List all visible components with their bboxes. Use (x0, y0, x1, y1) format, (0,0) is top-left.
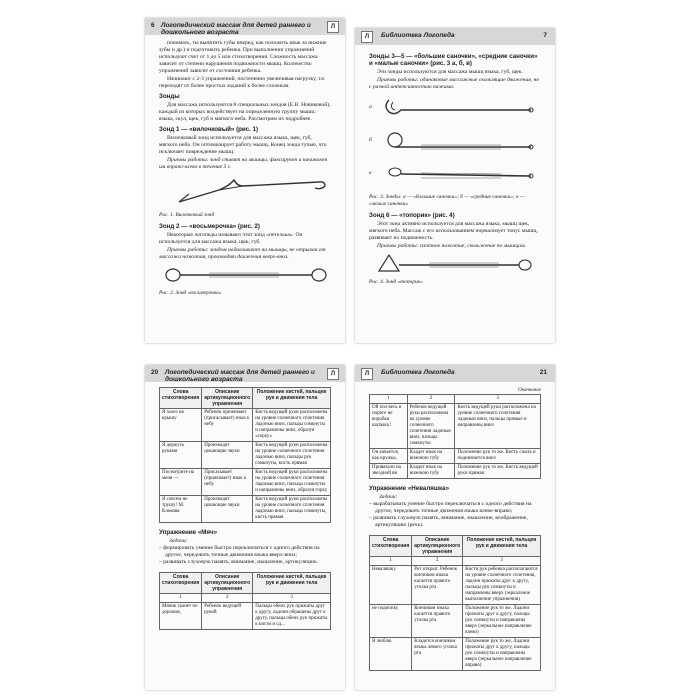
running-title: Логопедический массаж для детей раннего и дошкольного возраста (165, 369, 315, 383)
table-cell: Рот открыт. Ребенок кончиком языка касается правого уголка рта (412, 566, 463, 605)
table-cell: Я залез на крышу (160, 409, 202, 442)
page-header (145, 365, 345, 382)
table-cell: Кисть ведущей руки расположена на уровне солнечного сплетения ладонью вниз, пальцы рук сомкнуты, кисть прямая (253, 442, 331, 469)
exercise-heading: Упражнение «Мяч» (159, 529, 218, 536)
figure-caption: Рис. 3. Зонды: а — «большие саночки»; б — «средние саночки»; в — «малые саночки» (369, 194, 525, 207)
exercise-table (159, 572, 331, 630)
table-cell: Положение рук то же. Ладони прижаты друг к другу, пальцы рук сомкнуты и направлены вверх (зеркальное направление влево) (463, 605, 541, 638)
sledge-probes-figure (369, 92, 541, 192)
hatchet-probe-illustration (369, 251, 541, 277)
sledge-probes-drawing (381, 92, 541, 192)
table-cell: Положение рук то же. Кисть ведущей руки прямая (455, 464, 541, 479)
table-cell: 1 (160, 594, 202, 603)
table-header: Описание артикуляционного упражнения (202, 388, 253, 409)
page-number: 21 (539, 369, 547, 376)
table-cell: Он качается, как кружка, (370, 449, 408, 464)
method-text: Приемы работы: одинаковые массажные скользящие движения, но с разной интенсивностью нажима. (369, 77, 540, 90)
probe-heading: Зонд 6 — «топорик» (рис. 4) (369, 212, 455, 219)
table-row (370, 605, 541, 638)
page-number: 20 (151, 369, 159, 376)
paragraph: Начинают с 2-3 упражнений, постепенно увеличивая нагрузку, т.е. переходят от более простых заданий к более сложным. (159, 76, 326, 89)
exercise-table (369, 394, 541, 479)
tasks-label: Задачи: (169, 538, 188, 544)
table-row (370, 464, 541, 479)
paragraph: Вилочковый зонд используется для массажа языка, щек, губ, мягкого неба. Он оптимизирует работу мышц. Конец зонда тупые, что исключает повреждение мышц. (159, 135, 327, 155)
table-row (160, 442, 331, 469)
list-item: – развивать слуховую память, внимание, мышление, артикуляцию. (159, 559, 319, 565)
table-cell: Ребенок прижимает (присасывает) язык к небу (202, 409, 253, 442)
table-cell: 2 (412, 557, 463, 566)
table-cell: Кладет язык на нижнюю губу (407, 449, 455, 464)
table-cell: Производит цокающие звуки (202, 496, 253, 523)
paragraph: понимать, ты выпятить губы вперед, как положить язык за нижние зубы и др.) и подготовить ребенка. При выполнении упражнений используют счет от 1 до 5 или стихотворения. Сложность массажа зависит от степени нарушения подвижности мышц. Количество упражнений зависит от состояния ребенка. (159, 40, 327, 74)
table-row (160, 469, 331, 496)
exercise-heading: Упражнение «Неваляшка» (369, 485, 450, 492)
page-header (355, 365, 555, 382)
page-header (145, 18, 345, 35)
section-heading: Зонды (159, 93, 180, 100)
table-cell: Положение рук то же. Ладони прижаты друг к другу, пальцы рук сомкнуты и направлены вверх (зеркальное направление вправо) (463, 638, 541, 671)
probe-heading: Зонд 2 — «восьмерочка» (рис. 2) (159, 223, 260, 230)
method-text: Приемы работы: зондом надавливают на мышцы, не отрывая от массажа нажатия, производят движения вверх-вниз. (159, 247, 326, 260)
table-continuation-label: Окончание (518, 388, 541, 393)
table-cell: Я люблю (370, 638, 412, 671)
tasks-list (369, 501, 541, 529)
list-item: – формировать умение быстро переключаться с одного действия на другое, чередовать точные движения языка вверх-вниз; (159, 545, 320, 558)
table-row (370, 395, 541, 404)
tasks-label: Задачи: (379, 494, 398, 500)
table-cell: 3 (463, 557, 541, 566)
table-row (160, 496, 331, 523)
book-logo-icon: Л (327, 368, 339, 380)
table-cell: Кладет язык на нижнюю губу (407, 464, 455, 479)
paragraph: Для массажа используются 8 специальных зондов (Е.В. Новиковой), каждый из которых воздействует на определенную группу мышц: языка, скул, щек, губ и мягкого неба. Рассмотрим их подробнее. (159, 102, 331, 122)
table-cell: Ребенок ведущей рукой (202, 603, 253, 630)
page-body (369, 50, 541, 290)
table-cell: 3 (253, 594, 331, 603)
page-number: 7 (543, 32, 547, 39)
table-header: Описание артикуляционного упражнения (412, 536, 463, 557)
table-cell: 1 (370, 557, 412, 566)
page-body (369, 387, 541, 671)
table-row (160, 594, 331, 603)
page-number: 6 (151, 22, 155, 29)
table-cell: 2 (407, 395, 455, 404)
table-cell: Производит цокающие звуки (202, 442, 253, 469)
figure-caption: Рис. 4. Зонд «топорик» (369, 279, 423, 285)
table-cell: не подпопку (370, 605, 412, 638)
table-cell: Кисть ведущей руки расположена на уровне солнечного сплетения ладонью вниз, пальцы прямые и направлены вниз (455, 404, 541, 449)
table-header: Положение кистей, пальцев рук и движения тела (253, 573, 331, 594)
book-logo-icon: Л (361, 31, 373, 43)
figure-caption: Рис. 2. Зонд «восьмерочка» (159, 290, 222, 296)
page-7 (355, 28, 555, 343)
running-title: Библиотека Логопеда (381, 369, 455, 376)
table-cell: Кисть ведущей руки расположена на уровне солнечного сплетения ладонью вниз, пальцы сомкнуты и направлены вниз, образуя горку (253, 469, 331, 496)
table-cell: Я совсем не трушу! М. Клокова (160, 496, 202, 523)
table-header: Описание артикуляционного упражнения (202, 573, 253, 594)
table-cell: Кладется кончиком языка левого уголка рта (412, 638, 463, 671)
table-row (160, 603, 331, 630)
page-body (159, 40, 331, 301)
figure-caption: Рис. 1. Вилочковый зонд (159, 212, 215, 218)
book-logo-icon: Л (327, 21, 339, 33)
table-cell: Пальцы обеих рук прижаты друг к другу, ладони обращены друг к другу, пальцы обеих рук прижаты к кисти и сд... (253, 603, 331, 630)
probe-heading: Зонды 3—5 — «большие саночки», «средние саночки» и «малые саночки» (рис. 3 а, б, в) (369, 53, 538, 67)
table-cell: 2 (202, 594, 253, 603)
figure-label: а (369, 104, 372, 110)
book-logo-icon: Л (361, 368, 373, 380)
running-title: Библиотека Логопеда (381, 32, 455, 39)
table-header: Слова стихотворения (160, 388, 202, 409)
table-header: Положение кистей, пальцев рук и движения тела (253, 388, 331, 409)
figure-label: б (369, 137, 372, 143)
fork-probe-illustration (159, 172, 331, 210)
table-row (370, 449, 541, 464)
table-cell: 1 (370, 395, 408, 404)
exercise-table (159, 387, 331, 523)
table-header: Слова стихотворения (370, 536, 412, 557)
table-row (370, 404, 541, 449)
table-cell: Кисть ведущей руки расположена на уровне солнечного сплетения ладонью вниз, пальцы сомкнуты, кисть прямая (253, 496, 331, 523)
table-header: Положение кистей, пальцев рук и движения тела (463, 536, 541, 557)
table-cell: Привязали на звездной вн (370, 464, 408, 479)
table-cell: Я держусь руками (160, 442, 202, 469)
table-cell: Посмотрите на меня — (160, 469, 202, 496)
table-cell: Кисть ведущей руки расположена на уровне солнечного сплетения ладонью вниз, пальцы сомкнуты и направлены вниз, образуя «горку» (253, 409, 331, 442)
page-21 (355, 365, 555, 690)
list-item: – развивать слуховую память, внимание, мышление, воображение, артикуляцию (речь). (369, 515, 528, 528)
table-cell: Присасывает (прижимает) язык к небу (202, 469, 253, 496)
figure-label: в (369, 170, 372, 176)
table-header: Слова стихотворения (160, 573, 202, 594)
paragraph: Некоторые логопеды называют этот зонд «петелька». Он используется для массажа языка, щек, губ. (159, 232, 303, 245)
table-cell: Положение рук то же. Кисть сжата и поднимается вниз (455, 449, 541, 464)
table-cell: Кончиком языка касается правого уголка рта (412, 605, 463, 638)
page-header (355, 28, 555, 45)
table-cell: Неваляшку (370, 566, 412, 605)
paragraph: Эти зонды используются для массажа мышц языка, губ, щек. (377, 69, 523, 75)
method-text: Приемы работы: плотное нажатие, скольжение по мышцам. (377, 243, 526, 249)
exercise-table (369, 535, 541, 671)
table-cell: Ой пол весь в пороге не воробья шатаясь! (370, 404, 408, 449)
probe-heading: Зонд 1 — «вилочковый» (рис. 1) (159, 126, 259, 133)
paragraph: Этот зонд активно используется для массажа языка, мышц щек, мягкого неба. Массаж с его использованием нормализует тонус мышц, развивает их подвижность. (369, 221, 538, 241)
list-item: – вырабатывать умение быстро переключаться с одного действия на другое, чередовать точные движения языка влево-вправо; (369, 501, 532, 514)
page-6 (145, 18, 345, 343)
figure-eight-probe-illustration (159, 262, 331, 288)
table-cell: Кисти рук ребенка располагаются на уровне солнечного сплетения, ладони прижаты друг к другу, пальцы рук сомкнуты и направлены вверх (зеркальное выполнение упражнения) (463, 566, 541, 605)
running-title: Логопедический массаж для детей раннего и дошкольного возраста (161, 22, 311, 36)
table-cell: Мячик скачет по дорожке, (160, 603, 202, 630)
table-cell: 3 (455, 395, 541, 404)
table-row (370, 566, 541, 605)
table-row (370, 638, 541, 671)
table-row (370, 557, 541, 566)
method-text: Приемы работы: зонд ставят на мышцы, фиксируют и начинают им вправо-влево в течение 5 с. (159, 157, 328, 170)
table-cell: Ребенок ведущей руки расположена на уровне солнечного сплетения ладонью вниз, пальцы сомкнуты (407, 404, 455, 449)
page-20 (145, 365, 345, 690)
page-body (159, 387, 331, 630)
table-row (160, 409, 331, 442)
tasks-list (159, 545, 331, 566)
